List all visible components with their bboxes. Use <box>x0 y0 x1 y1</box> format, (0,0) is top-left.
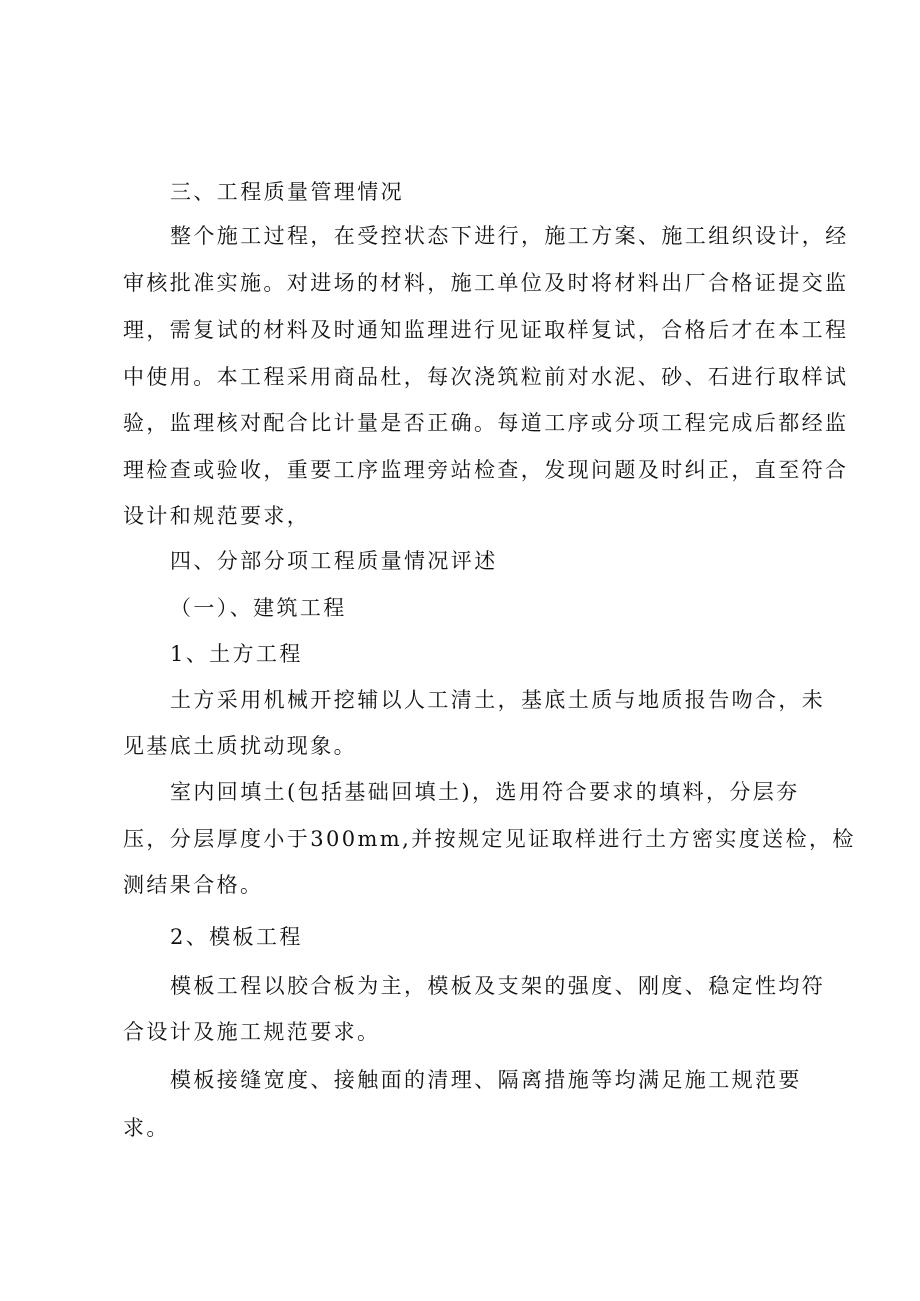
paragraph-line: 中使用。本工程采用商品杜，每次浇筑粒前对水泥、砂、石进行取样试 <box>123 365 849 389</box>
item-heading-formwork: 2、模板工程 <box>170 925 303 949</box>
paragraph-line: 模板接缝宽度、接触面的清理、隔离措施等均满足施工规范要 <box>170 1068 802 1092</box>
paragraph-line: 设计和规范要求， <box>123 504 311 528</box>
paragraph-line: 求。 <box>123 1116 170 1140</box>
paragraph-line: 室内回填土(包括基础回填土)，选用符合要求的填料，分层夯 <box>170 780 800 804</box>
paragraph-line: 审核批准实施。对进场的材料，施工单位及时将材料出厂合格证提交监 <box>123 271 849 295</box>
paragraph-line: 整个施工过程，在受控状态下进行，施工方案、施工组织设计，经 <box>170 224 849 248</box>
paragraph-line: 土方采用机械开挖辅以人工清土，基底土质与地质报告吻合，未 <box>170 688 826 712</box>
paragraph-line: 测结果合格。 <box>123 873 264 897</box>
paragraph-line: 模板工程以胶合板为主，模板及支架的强度、刚度、稳定性均符 <box>170 974 826 998</box>
paragraph-line: 理，需复试的材料及时通知监理进行见证取样复试，合格后才在本工程 <box>123 318 849 342</box>
paragraph-line: 理检查或验收，重要工序监理旁站检查，发现问题及时纠正，直至符合 <box>123 458 849 482</box>
paragraph-line: 合设计及施工规范要求。 <box>123 1020 381 1044</box>
paragraph-line: 压，分层厚度小于300mm,并按规定见证取样进行土方密实度送检，检 <box>123 827 856 851</box>
item-heading-earthwork: 1、土方工程 <box>170 642 303 666</box>
paragraph-line: 见基底土质扰动现象。 <box>123 734 357 758</box>
section-heading-subitem-review: 四、分部分项工程质量情况评述 <box>170 549 498 573</box>
section-heading-quality-management: 三、工程质量管理情况 <box>170 180 404 204</box>
subsection-heading-building-engineering: （一）、建筑工程 <box>170 596 347 620</box>
paragraph-line: 验，监理核对配合比计量是否正确。每道工序或分项工程完成后都经监 <box>123 411 849 435</box>
